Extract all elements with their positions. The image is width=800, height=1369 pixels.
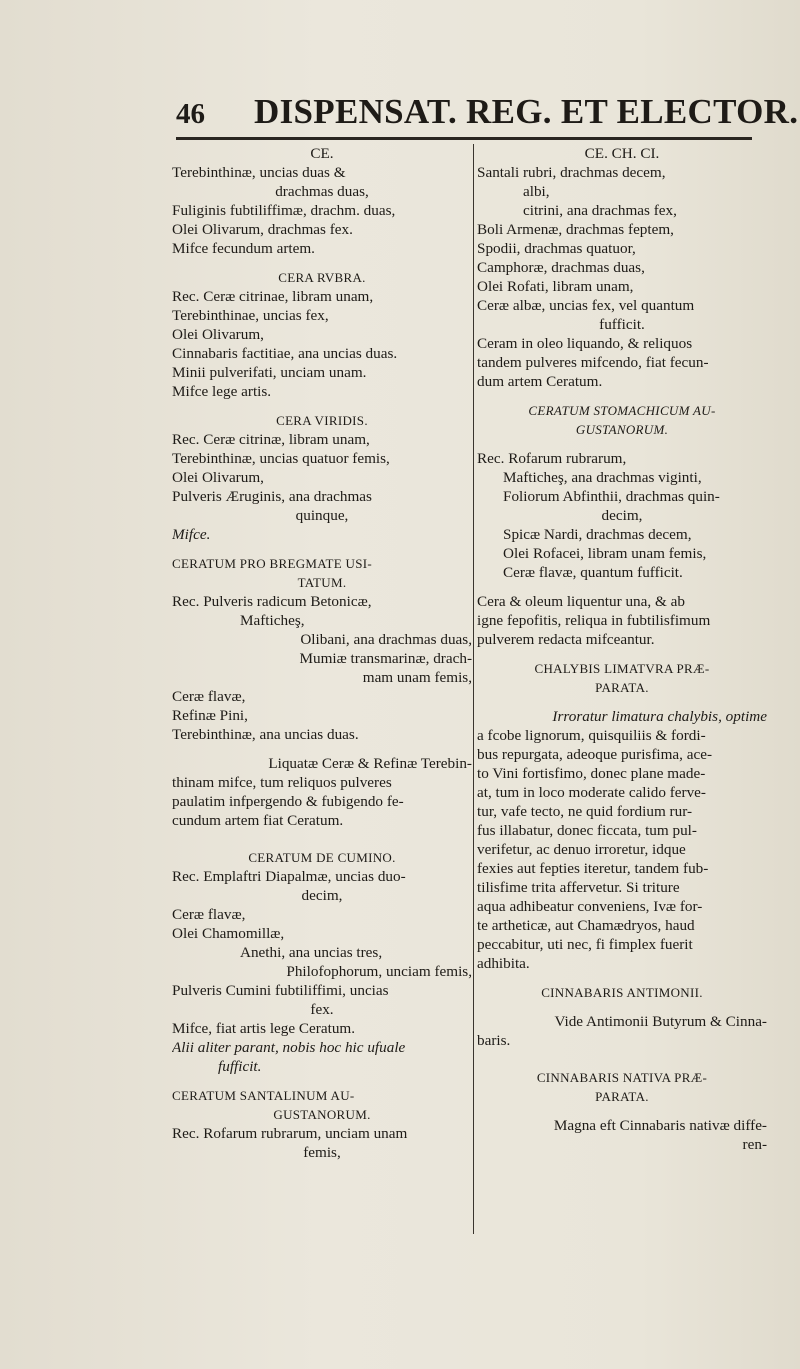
text-line: CE. CH. CI. <box>584 145 660 162</box>
line-spacer <box>477 1106 767 1116</box>
text-line: CERATUM SANTALINUM AU- <box>172 1088 355 1103</box>
line-spacer <box>477 1002 767 1012</box>
text-line: Vide Antimonii Butyrum & Cinna- <box>554 1013 767 1030</box>
text-line: CERATUM PRO BREGMATE USI- <box>172 556 372 571</box>
text-line: decim, <box>301 887 343 904</box>
text-line: Terebinthinæ, uncias quatuor femis, <box>172 450 390 467</box>
text-line: Ceræ flavæ, <box>172 906 246 923</box>
text-line: Cera & oleum liquentur una, & ab <box>477 593 685 610</box>
text-line: CINNABARIS ANTIMONII. <box>541 985 703 1000</box>
text-line: peccabitur, uti nec, fi fimplex fuerit <box>477 936 693 953</box>
text-line: CERA RVBRA. <box>278 270 366 285</box>
text-line: Cinnabaris factitiae, ana uncias duas. <box>172 345 398 362</box>
text-line: verifetur, ac denuo irroretur, idque <box>477 841 686 858</box>
text-line: Rec. Pulveris radicum Betonicæ, <box>172 593 372 610</box>
line-spacer <box>172 830 472 848</box>
text-line: CE. <box>310 145 334 162</box>
page-number: 46 <box>176 98 205 130</box>
text-line: igne fepofitis, reliqua in fubtilisfimum <box>477 612 711 629</box>
text-line: Rec. Rofarum rubrarum, unciam unam <box>172 1125 408 1142</box>
line-spacer <box>477 649 767 659</box>
text-line: fex. <box>310 1001 334 1018</box>
text-line: Olei Rofacei, libram unam femis, <box>503 545 707 562</box>
text-line: tur, vafe tecto, ne quid fordium rur- <box>477 803 693 820</box>
text-line: Mafticheş, <box>240 612 305 629</box>
text-line: Refinæ Pini, <box>172 707 248 724</box>
text-line: Liquatæ Ceræ & Refinæ Terebin- <box>268 755 472 772</box>
text-line: CHALYBIS LIMATVRA PRÆ- <box>534 661 710 676</box>
text-line: te artheticæ, aut Chamædryos, haud <box>477 917 695 934</box>
text-line: decim, <box>601 507 643 524</box>
text-line: Ceræ flavæ, quantum fufficit. <box>503 564 683 581</box>
text-line: to Vini fortisfimo, donec plane made- <box>477 765 706 782</box>
right-column <box>477 144 767 1154</box>
text-line: quinque, <box>295 507 349 524</box>
text-line: Mifce. <box>172 526 211 543</box>
text-line: Terebinthinae, uncias fex, <box>172 307 329 324</box>
text-line: TATUM. <box>297 575 347 590</box>
text-line: bus repurgata, adeoque purisfima, ace- <box>477 746 713 763</box>
text-line: baris. <box>477 1032 511 1049</box>
text-line: Terebinthinæ, ana uncias duas. <box>172 726 359 743</box>
text-line: Olei Olivarum, <box>172 469 264 486</box>
text-line: CERATUM DE CUMINO. <box>248 850 396 865</box>
text-line: fexies aut fepties iteretur, tandem fub- <box>477 860 709 877</box>
text-line: Pulveris Æruginis, ana drachmas <box>172 488 372 505</box>
text-line: Spodii, drachmas quatuor, <box>477 240 636 257</box>
text-line: tilisfime trita affervetur. Si triture <box>477 879 680 896</box>
line-spacer <box>477 697 767 707</box>
line-spacer <box>172 1076 472 1086</box>
text-line: at, tum in loco moderate calido ferve- <box>477 784 706 801</box>
header-rule <box>176 137 752 140</box>
line-spacer <box>477 1050 767 1068</box>
text-line: mam unam femis, <box>362 669 472 686</box>
text-line: Olei Chamomillæ, <box>172 925 285 942</box>
line-spacer <box>172 744 472 754</box>
left-column <box>172 144 472 1162</box>
text-line: Irroratur limatura chalybis, optime <box>552 708 767 725</box>
text-line: Alii aliter parant, nobis hoc hic ufuale <box>172 1039 406 1056</box>
text-line: fufficit. <box>218 1058 262 1075</box>
text-line: Mumiæ transmarinæ, drach- <box>299 650 472 667</box>
text-line: Olibani, ana drachmas duas, <box>300 631 472 648</box>
line-spacer <box>172 258 472 268</box>
column-divider <box>473 144 474 1234</box>
text-line: a fcobe lignorum, quisquiliis & fordi- <box>477 727 706 744</box>
text-line: CERA VIRIDIS. <box>276 413 368 428</box>
text-line: Rec. Emplaftri Diapalmæ, uncias duo- <box>172 868 406 885</box>
line-spacer <box>477 391 767 401</box>
text-line: Rec. Ceræ citrinæ, libram unam, <box>172 431 370 448</box>
line-spacer <box>172 401 472 411</box>
text-line: Ceræ flavæ, <box>172 688 246 705</box>
text-line: Minii pulverifati, unciam unam. <box>172 364 367 381</box>
text-line: Mifce fecundum artem. <box>172 240 315 257</box>
text-line: Mifce, fiat artis lege Ceratum. <box>172 1020 356 1037</box>
text-line: Anethi, ana uncias tres, <box>240 944 383 961</box>
running-title: DISPENSAT. REG. ET ELECTOR. <box>254 92 799 131</box>
line-spacer <box>172 544 472 554</box>
text-line: Ceram in oleo liquando, & reliquos <box>477 335 693 352</box>
text-line: ren- <box>742 1136 767 1153</box>
text-line: drachmas duas, <box>275 183 369 200</box>
text-line: citrini, ana drachmas fex, <box>523 202 677 219</box>
text-line: Magna eft Cinnabaris nativæ diffe- <box>553 1117 767 1134</box>
text-line: dum artem Ceratum. <box>477 373 603 390</box>
text-line: adhibita. <box>477 955 530 972</box>
text-line: pulverem redacta mifceantur. <box>477 631 655 648</box>
text-line: GUSTANORUM. <box>273 1107 371 1122</box>
text-line: tandem pulveres mifcendo, fiat fecun- <box>477 354 709 371</box>
text-line: thinam mifce, tum reliquos pulveres <box>172 774 392 791</box>
text-line: Terebinthinæ, uncias duas & <box>172 164 346 181</box>
text-line: Fuliginis fubtiliffimæ, drachm. duas, <box>172 202 396 219</box>
text-line: paulatim infpergendo & fubigendo fe- <box>172 793 404 810</box>
text-line: Ceræ albæ, uncias fex, vel quantum <box>477 297 695 314</box>
text-line: Boli Armenæ, drachmas feptem, <box>477 221 674 238</box>
line-spacer <box>477 439 767 449</box>
text-line: albi, <box>523 183 550 200</box>
text-line: Pulveris Cumini fubtiliffimi, uncias <box>172 982 389 999</box>
text-line: Philofophorum, unciam femis, <box>286 963 472 980</box>
text-line: CINNABARIS NATIVA PRÆ- <box>536 1070 708 1085</box>
text-line: Olei Olivarum, <box>172 326 264 343</box>
line-spacer <box>477 582 767 592</box>
text-line: fufficit. <box>599 316 645 333</box>
text-line: Rec. Rofarum rubrarum, <box>477 450 627 467</box>
text-line: aqua adhibeatur conveniens, Ivæ for- <box>477 898 703 915</box>
text-line: Olei Rofati, libram unam, <box>477 278 634 295</box>
text-line: Foliorum Abfinthii, drachmas quin- <box>503 488 720 505</box>
text-line: Rec. Ceræ citrinae, libram unam, <box>172 288 374 305</box>
text-line: Spicæ Nardi, drachmas decem, <box>503 526 692 543</box>
text-line: Olei Olivarum, drachmas fex. <box>172 221 353 238</box>
text-line: PARATA. <box>595 680 649 695</box>
text-line: Mafticheş, ana drachmas viginti, <box>503 469 702 486</box>
text-line: Santali rubri, drachmas decem, <box>477 164 666 181</box>
text-line: fus illabatur, donec ficcata, tum pul- <box>477 822 697 839</box>
text-line: Camphoræ, drachmas duas, <box>477 259 645 276</box>
text-line: PARATA. <box>595 1089 649 1104</box>
text-line: CERATUM STOMACHICUM AU- <box>528 403 716 418</box>
text-line: Mifce lege artis. <box>172 383 272 400</box>
text-line: femis, <box>303 1144 341 1161</box>
line-spacer <box>477 973 767 983</box>
text-line: GUSTANORUM. <box>575 422 669 437</box>
text-line: cundum artem fiat Ceratum. <box>172 812 344 829</box>
